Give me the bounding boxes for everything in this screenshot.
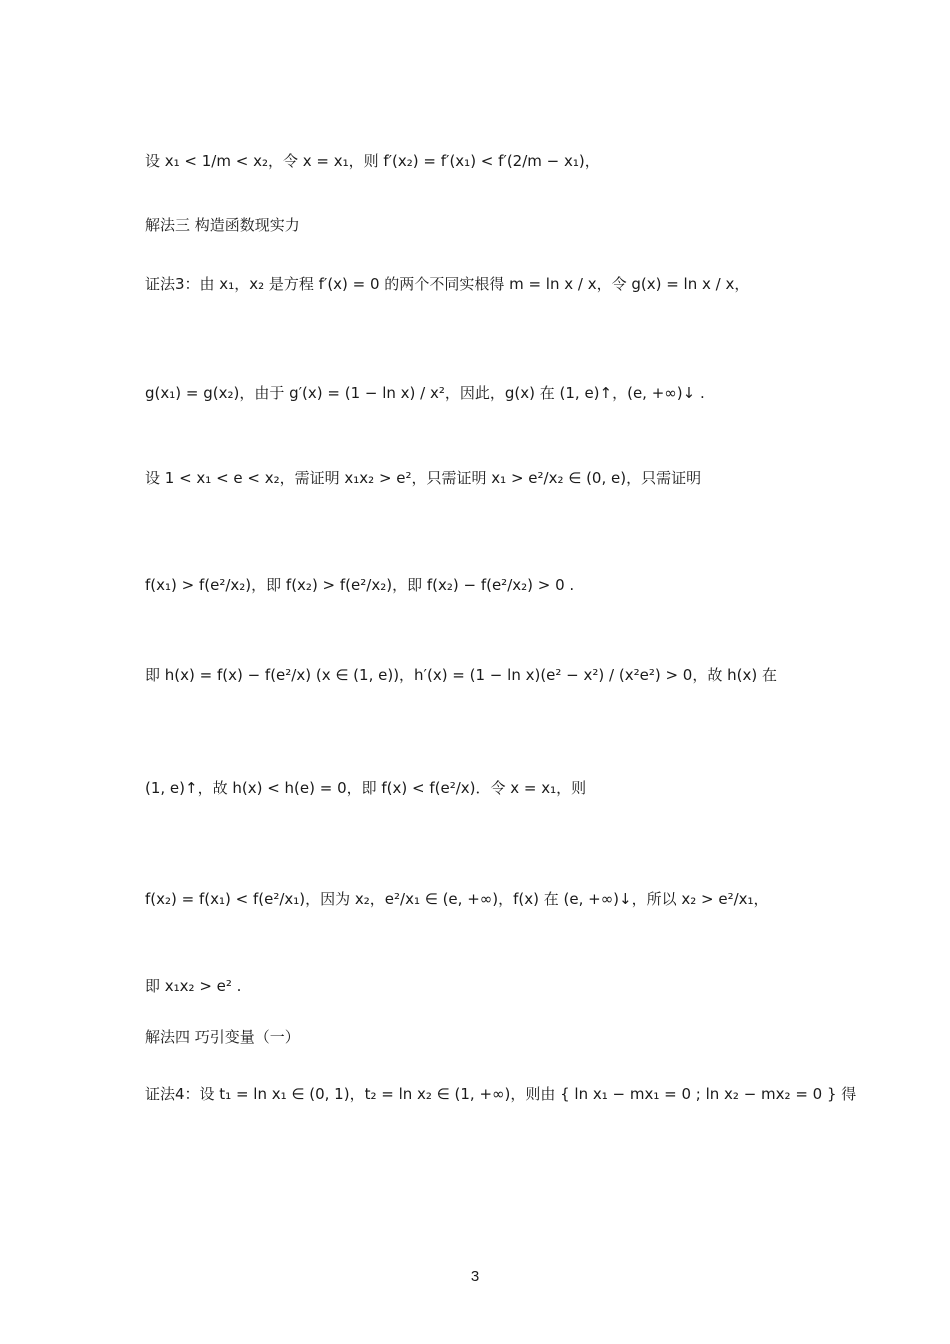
page-number: 3 [470, 1268, 480, 1285]
text-line-5: f(x₁) > f(e²/x₂)，即 f(x₂) > f(e²/x₂)，即 f(x₂) − f(e²/x₂) > 0 . [145, 576, 575, 594]
section-heading-4: 解法四 巧引变量（一） [145, 1028, 300, 1046]
text-line-9: 即 x₁x₂ > e² . [145, 977, 242, 995]
text-line-7: (1, e)↑，故 h(x) < h(e) = 0，即 f(x) < f(e²/x)．令 x = x₁，则 [145, 779, 587, 797]
text-line-2: 证法3：由 x₁，x₂ 是方程 f′(x) = 0 的两个不同实根得 m = ln x / x，令 g(x) = ln x / x， [145, 275, 750, 293]
text-line-10: 证法4：设 t₁ = ln x₁ ∈ (0, 1)，t₂ = ln x₂ ∈ (1, +∞)，则由 { ln x₁ − mx₁ = 0 ; ln x₂ − mx₂ = 0 } 得 [145, 1085, 857, 1103]
section-heading-3: 解法三 构造函数现实力 [145, 216, 300, 234]
text-line-4: 设 1 < x₁ < e < x₂，需证明 x₁x₂ > e²，只需证明 x₁ > e²/x₂ ∈ (0, e)，只需证明 [145, 469, 702, 487]
text-line-3: g(x₁) = g(x₂)，由于 g′(x) = (1 − ln x) / x²，因此，g(x) 在 (1, e)↑，(e, +∞)↓ . [145, 384, 705, 402]
text-line-1: 设 x₁ < 1/m < x₂，令 x = x₁，则 f′(x₂) = f′(x₁) < f′(2/m − x₁)， [145, 152, 600, 170]
text-line-6: 即 h(x) = f(x) − f(e²/x) (x ∈ (1, e))，h′(x) = (1 − ln x)(e² − x²) / (x²e²) > 0，故 h(x) 在 [145, 666, 777, 684]
text-line-8: f(x₂) = f(x₁) < f(e²/x₁)，因为 x₂，e²/x₁ ∈ (e, +∞)，f(x) 在 (e, +∞)↓，所以 x₂ > e²/x₁， [145, 890, 769, 908]
